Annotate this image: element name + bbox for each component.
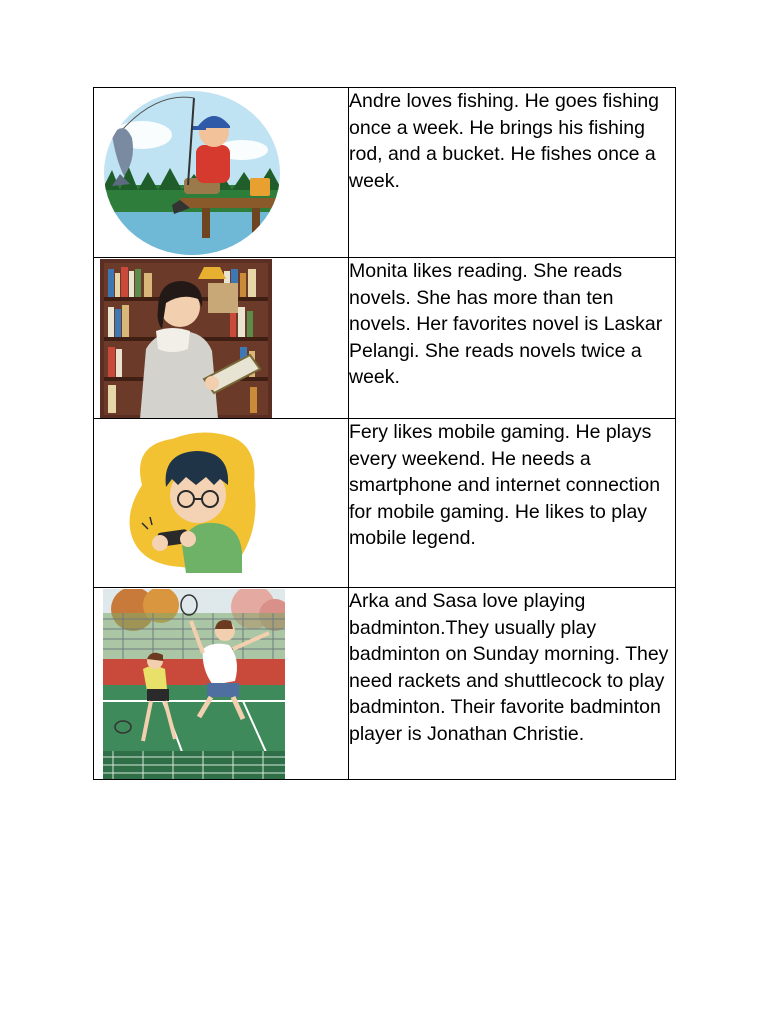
table-row [94,88,676,258]
badminton-illustration [103,589,285,780]
description-cell: Monita likes reading. She reads novels. She has more than ten novels. Her favorites novel is Laskar Pelangi. She reads novels twice a week. [349,258,676,419]
description-cell: Andre loves fishing. He goes fishing once a week. He brings his fishing rod, and a bucket. He fishes once a week. [349,88,676,258]
activity-table [93,87,676,780]
table-row [94,588,676,780]
picture-cell [94,419,349,588]
picture-cell [94,588,349,780]
table-row [94,419,676,588]
boy-fishing-illustration [102,90,282,256]
description-cell: Fery likes mobile gaming. He plays every weekend. He needs a smartphone and internet connection for mobile gaming. He likes to play mobile legend. [349,419,676,588]
boy-gaming-illustration [122,425,262,575]
picture-cell [94,88,349,258]
table-row [94,258,676,419]
description-cell: Arka and Sasa love playing badminton.They usually play badminton on Sunday morning. They need rackets and shuttlecock to play badminton. Their favorite badminton player is Jonathan Christie. [349,588,676,780]
girl-reading-illustration [100,259,272,419]
picture-cell [94,258,349,419]
